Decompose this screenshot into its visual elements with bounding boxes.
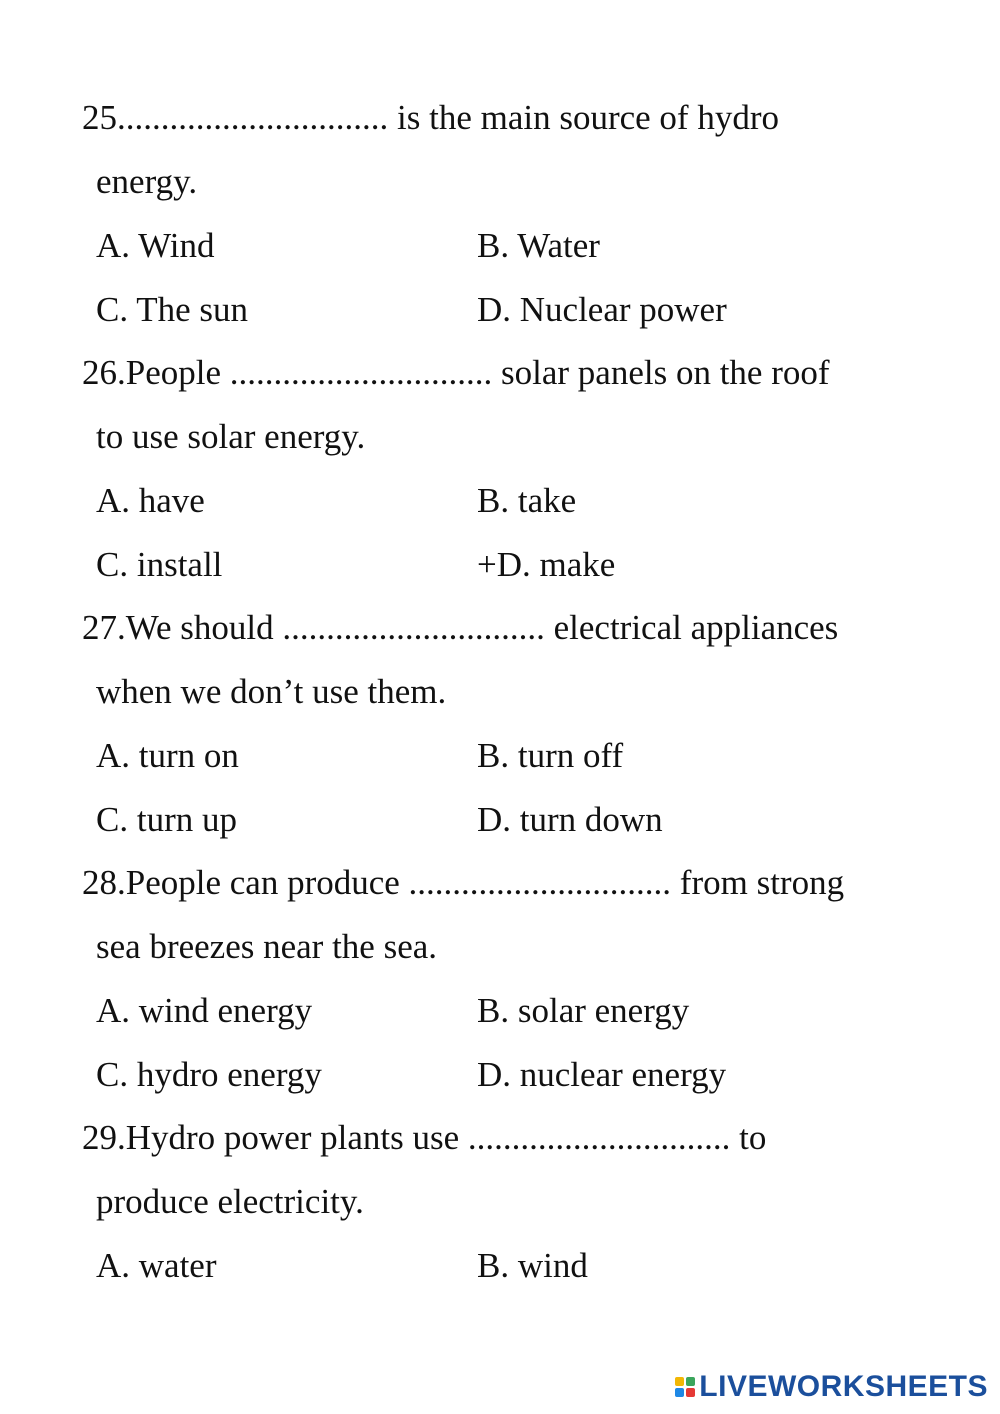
question-25-stem-continued: energy. <box>96 162 198 201</box>
question-29-stem-continued: produce electricity. <box>96 1182 364 1221</box>
question-28-option-a[interactable]: A. wind energy <box>96 991 313 1030</box>
liveworksheets-logo <box>675 1370 988 1404</box>
question-28-stem-continued: sea breezes near the sea. <box>96 927 438 966</box>
question-26-option-c[interactable]: C. install <box>96 545 223 584</box>
question-27-options-row-1 <box>82 724 912 788</box>
question-26-stem-continued: to use solar energy. <box>96 417 366 456</box>
question-29-option-b[interactable]: B. wind <box>477 1246 588 1285</box>
question-29 <box>82 1106 912 1298</box>
question-28-options-row-1 <box>82 979 912 1043</box>
question-28 <box>82 851 912 1107</box>
question-27-option-a[interactable]: A. turn on <box>96 736 239 775</box>
question-26 <box>82 341 912 597</box>
question-26-stem: 26.People .............................. solar panels on the roof <box>82 353 830 392</box>
question-27-option-d[interactable]: D. turn down <box>477 800 663 839</box>
question-26-options-row-1 <box>82 469 912 533</box>
liveworksheets-logo-icon <box>675 1377 695 1397</box>
question-25-option-b[interactable]: B. Water <box>477 226 600 265</box>
question-25-option-c[interactable]: C. The sun <box>96 290 248 329</box>
question-25-options-row-2 <box>82 278 912 342</box>
question-25-options-row-1 <box>82 214 912 278</box>
question-27-options-row-2 <box>82 788 912 852</box>
logo-square-green <box>686 1377 695 1386</box>
question-25-option-d[interactable]: D. Nuclear power <box>477 290 727 329</box>
question-27 <box>82 596 912 852</box>
question-28-options-row-2 <box>82 1043 912 1107</box>
question-26-options-row-2 <box>82 533 912 597</box>
question-29-stem: 29.Hydro power plants use .............................. to <box>82 1118 767 1157</box>
logo-square-blue <box>675 1388 684 1397</box>
question-27-stem-continued: when we don’t use them. <box>96 672 447 711</box>
question-27-option-c[interactable]: C. turn up <box>96 800 237 839</box>
question-27-stem: 27.We should .............................. electrical appliances <box>82 608 839 647</box>
question-25-option-a[interactable]: A. Wind <box>96 226 215 265</box>
liveworksheets-logo-text: LIVEWORKSHEETS <box>699 1370 988 1403</box>
logo-square-yellow <box>675 1377 684 1386</box>
question-29-options-row-1 <box>82 1234 912 1298</box>
question-28-stem: 28.People can produce .............................. from strong <box>82 863 845 902</box>
question-26-option-a[interactable]: A. have <box>96 481 205 520</box>
logo-square-red <box>686 1388 695 1397</box>
question-28-option-c[interactable]: C. hydro energy <box>96 1055 322 1094</box>
question-28-option-b[interactable]: B. solar energy <box>477 991 690 1030</box>
question-26-option-d[interactable]: +D. make <box>477 545 616 584</box>
question-25-stem: 25............................... is the main source of hydro <box>82 98 779 137</box>
question-27-option-b[interactable]: B. turn off <box>477 736 624 775</box>
question-25 <box>82 86 912 342</box>
question-29-option-a[interactable]: A. water <box>96 1246 217 1285</box>
question-28-option-d[interactable]: D. nuclear energy <box>477 1055 727 1094</box>
question-26-option-b[interactable]: B. take <box>477 481 577 520</box>
